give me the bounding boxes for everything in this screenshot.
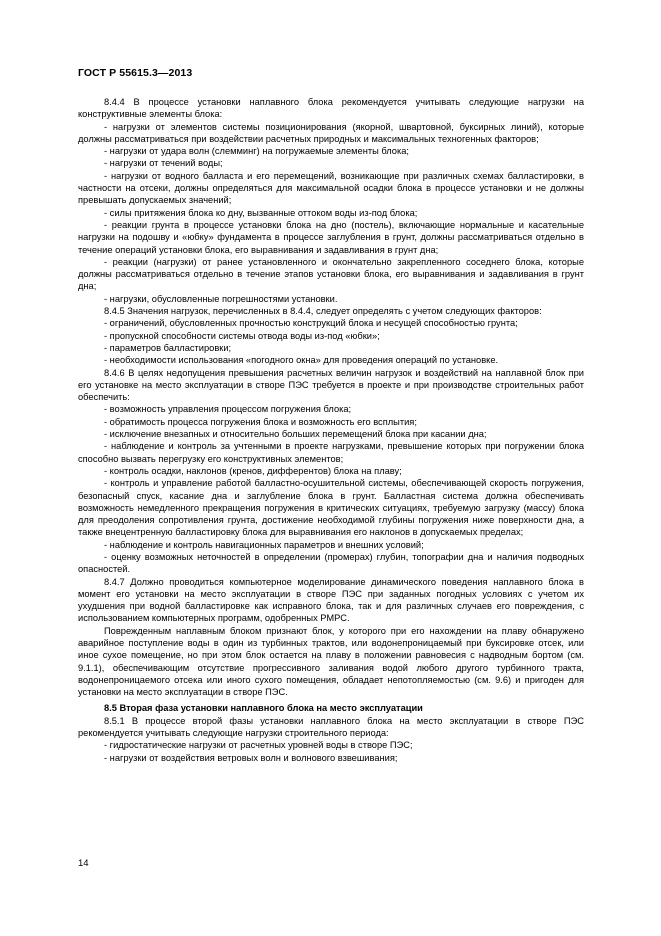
list-item: - нагрузки от воздействия ветровых волн и волнового взвешивания;	[104, 752, 398, 763]
list-item: - реакции (нагрузки) от ранее установленного и окончательно закрепленного соседнего блока, которые должны рассматриваться отдельно в течение этапов установки блока, его выравнивания и задавливания в грунт дна;	[78, 256, 584, 292]
list-item: - нагрузки от удара волн (слемминг) на погружаемые элементы блока;	[104, 146, 409, 157]
page-number: 14	[78, 858, 89, 869]
paragraph: 8.4.6 В целях недопущения превышения расчетных величин нагрузок и воздействий на наплавной блок при его установке на место эксплуатации в створе ПЭС требуется в проекте и при производстве строительных работ обеспечить:	[78, 367, 584, 403]
list-item: - параметров балластировки;	[104, 342, 232, 353]
section-heading: 8.5 Вторая фаза установки наплавного блока на место эксплуатации	[104, 702, 423, 713]
list-item: - нагрузки от элементов системы позиционирования (якорной, швартовной, буксирных линий), которые должны рассматриваться при воздействии расчетных природных и максимальных техногенных факторов;	[78, 121, 584, 144]
list-item: - пропускной способности системы отвода воды из-под «юбки»;	[104, 330, 380, 341]
list-item: - необходимости использования «погодного окна» для проведения операций по установке.	[104, 355, 499, 366]
list-item: - реакции грунта в процессе установки блока на дно (постель), включающие нормальные и касательные нагрузки на подошву и «юбку» фундамента в процессе заглубления в грунт, должны рассматриваться отдельно в течение операций установки блока, его выравнивания и задавливания в грунт дна;	[78, 219, 584, 255]
list-item: - силы притяжения блока ко дну, вызванные оттоком воды из-под блока;	[104, 207, 418, 218]
document-header: ГОСТ Р 55615.3—2013	[78, 67, 193, 79]
list-item: - оценку возможных неточностей в определении (промерах) глубин, топографии дна и наличия подводных опасностей.	[78, 551, 584, 575]
list-item: - контроль и управление работой балластно-осушительной системы, обеспечивающей скорость погружения, безопасный спуск, касание дна и заглубление блока в грунт. Балластная система должна обеспечивать возможность немедленного прекращения погружения в критических ситуациях, требуемую загрузку (массу) блока для преодоления сопротивления грунта, достижение необходимой глубины погружения ниже поверхности дна, а также внецентренную балластировку блока для выравнивания его наклонов в допускаемых пределах;	[78, 478, 584, 538]
paragraph: 8.5.1 В процессе второй фазы установки наплавного блока на место эксплуатации в створе ПЭС рекомендуется учитывать следующие нагрузки строительного периода:	[78, 715, 584, 739]
paragraph: 8.4.4 В процессе установки наплавного блока рекомендуется учитывать следующие нагрузки на конструктивные элементы блока:	[78, 97, 584, 120]
list-item: - наблюдение и контроль за учтенными в проекте нагрузками, превышение которых при погружении блока способно вызвать перегрузку его конструктивных элементов;	[78, 441, 584, 464]
list-item: - ограничений, обусловленных прочностью конструкций блока и несущей способностью грунта;	[104, 318, 518, 329]
list-item: - нагрузки, обусловленные погрешностями установки.	[104, 293, 338, 304]
paragraph: 8.4.7 Должно проводиться компьютерное моделирование динамического поведения наплавного блока в момент его установки на место эксплуатации в створе ПЭС при заданных погодных условиях с учетом их ухудшения при водной балластировке как исправного блока, так и для различных случаев его повреждения, с использованием компьютерных программ, одобренных РМРС.	[78, 576, 584, 624]
paragraph: Поврежденным наплавным блоком признают блок, у которого при его нахождении на плаву обнаружено аварийное поступление воды в один из турбинных трактов, или водонепроницаемый при буксировке отсек, или иное сухое помещение, но при этом блок остается на плаву в положении равновесия с надводным бортом (см. 9.1.1), обеспечивающим отсутствие прогрессивного заливания водой любого другого турбинного тракта, водонепроницаемого отсека или иного сухого помещения, обладает непотопляемостью (см. 9.6) и пригоден для установки на место эксплуатации в створе ПЭС.	[78, 625, 584, 698]
list-item: - возможность управления процессом погружения блока;	[104, 404, 352, 415]
list-item: - обратимость процесса погружения блока и возможность его всплытия;	[104, 416, 417, 427]
list-item: - гидростатические нагрузки от расчетных уровней воды в створе ПЭС;	[104, 740, 413, 751]
list-item: - наблюдение и контроль навигационных параметров и внешних условий;	[104, 539, 424, 550]
paragraph: 8.4.5 Значения нагрузок, перечисленных в 8.4.4, следует определять с учетом следующих факторов:	[104, 306, 542, 317]
list-item: - исключение внезапных и относительно больших перемещений блока при касании дна;	[104, 429, 487, 440]
document-body	[78, 96, 584, 764]
list-item: - контроль осадки, наклонов (кренов, дифферентов) блока на плаву;	[104, 465, 402, 476]
list-item: - нагрузки от течений воды;	[104, 158, 223, 169]
list-item: - нагрузки от водного балласта и его перемещений, возникающие при различных схемах балластировки, в частности на отсеки, должны определяться для максимальной осадки блока в процессе установки и не должны превышать допускаемых значений;	[78, 170, 584, 206]
